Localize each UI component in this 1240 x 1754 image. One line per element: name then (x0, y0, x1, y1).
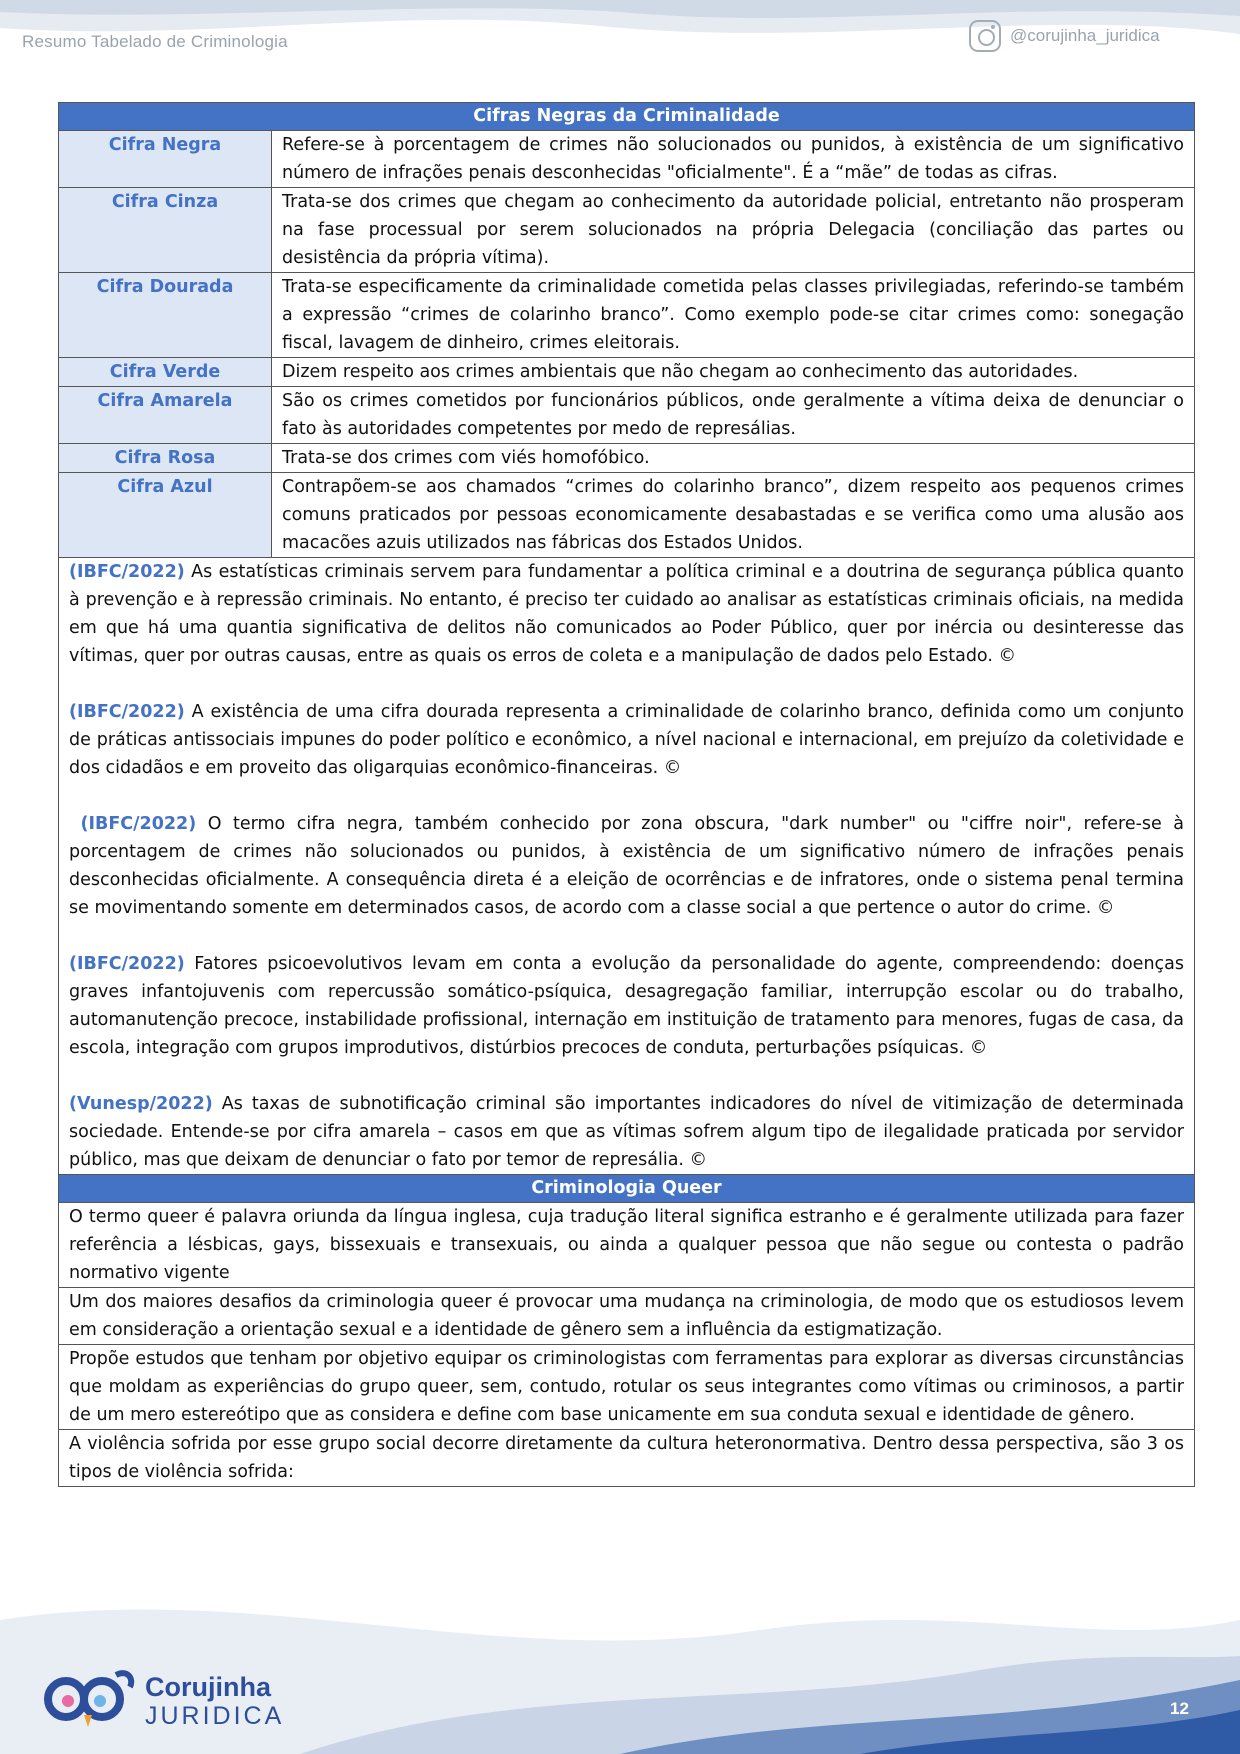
queer-text-cell: Propõe estudos que tenham por objetivo equipar os criminologistas com ferramentas para explorar as diversas circunstâncias que moldam as experiências do grupo queer, sem, contudo, rotular os seus integrantes como vítimas ou criminosos, a partir de um mero estereótipo que as considera e define com base unicamente em sua conduta sexual e identidade de gênero. (59, 1345, 1195, 1430)
definition-cell: Trata-se dos crimes que chegam ao conhecimento da autoridade policial, entretanto não prosperam na fase processual por serem solucionados na própria Delegacia (conciliação das partes ou desistência da própria vítima). (272, 188, 1195, 273)
question-text: As taxas de subnotificação criminal são importantes indicadores do nível de vitimização de determinada sociedade. Entende-se por cifra amarela – casos em que as vítimas sofrem algum tipo de ilegalidade praticada por servidor público, mas que deixam de denunciar o fato por temor de represália. © (69, 1094, 1184, 1170)
queer-text-cell: A violência sofrida por esse grupo social decorre diretamente da cultura heteronormativa. Dentro dessa perspectiva, são 3 os tipos de violência sofrida: (59, 1430, 1195, 1487)
question-text: A existência de uma cifra dourada representa a criminalidade de colarinho branco, definida como um conjunto de práticas antissociais impunes do poder político e econômico, a nível nacional e internacional, em prejuízo da coletividade e dos cidadãos e em proveito das oligarquias econômico-financeiras. © (69, 702, 1184, 778)
logo-text-bottom: JURIDICA (145, 1702, 285, 1730)
table-row (59, 358, 1195, 387)
table-row (59, 387, 1195, 444)
page-number: 12 (1170, 1699, 1189, 1718)
table-row (59, 1345, 1195, 1430)
logo-text-top: Corujinha (145, 1672, 271, 1702)
question-item (69, 558, 1184, 670)
question-item (69, 950, 1184, 1062)
definition-cell: Trata-se dos crimes com viés homofóbico. (272, 444, 1195, 473)
question-text: O termo cifra negra, também conhecido por zona obscura, "dark number" ou "ciffre noir", refere-se à porcentagem de crimes não solucionados ou punidos, à existência de um significativo número de infrações penais desconhecidas oficialmente. A consequência direta é a eleição de ocorrências e de infratores, onde o sistema penal termina se movimentando somente em determinados casos, de acordo com a classe social a que pertence o autor do crime. © (69, 814, 1184, 918)
question-item (69, 810, 1184, 922)
instagram-handle: @corujinha_juridica (1010, 26, 1160, 45)
exam-questions (59, 558, 1195, 1175)
queer-text-cell: Um dos maiores desafios da criminologia queer é provocar uma mudança na criminologia, de modo que os estudiosos levem em consideração a orientação sexual e a identidade de gênero sem a influência da estigmatização. (59, 1288, 1195, 1345)
definition-cell: Dizem respeito aos crimes ambientais que não chegam ao conhecimento das autoridades. (272, 358, 1195, 387)
table-row (59, 188, 1195, 273)
queer-text-cell: O termo queer é palavra oriunda da língua inglesa, cuja tradução literal significa estranho e é geralmente utilizada para fazer referência a lésbicas, gays, bissexuais e transexuais, ou ainda a qualquer pessoa que não segue ou contesta o padrão normativo vigente (59, 1203, 1195, 1288)
table-row (59, 1203, 1195, 1288)
term-cell: Cifra Cinza (59, 188, 272, 273)
section-title-cifras: Cifras Negras da Criminalidade (59, 103, 1195, 131)
question-source: (IBFC/2022) (80, 814, 197, 834)
question-text: As estatísticas criminais servem para fundamentar a política criminal e a doutrina de segurança pública quanto à prevenção e à repressão criminais. No entanto, é preciso ter cuidado ao analisar as estatísticas criminais oficiais, na medida em que há uma quantia significativa de delitos não comunicados ao Poder Público, quer por inércia ou desinteresse das vítimas, quer por outras causas, entre as quais os erros de coleta e a manipulação de dados pelo Estado. © (69, 562, 1184, 666)
term-cell: Cifra Verde (59, 358, 272, 387)
term-cell: Cifra Dourada (59, 273, 272, 358)
term-cell: Cifra Amarela (59, 387, 272, 444)
table-row (59, 1288, 1195, 1345)
term-cell: Cifra Rosa (59, 444, 272, 473)
term-cell: Cifra Azul (59, 473, 272, 558)
question-source: (Vunesp/2022) (69, 1094, 213, 1114)
content-table (58, 102, 1195, 1487)
section-title-queer: Criminologia Queer (59, 1175, 1195, 1203)
table-row (59, 273, 1195, 358)
table-row (59, 131, 1195, 188)
header-title: Resumo Tabelado de Criminologia (22, 32, 288, 51)
question-source: (IBFC/2022) (69, 702, 185, 722)
question-item (69, 1090, 1184, 1174)
table-row (59, 444, 1195, 473)
table-row (59, 1430, 1195, 1487)
table-row (59, 473, 1195, 558)
questions-row (59, 558, 1195, 1175)
definition-cell: Trata-se especificamente da criminalidade cometida pelas classes privilegiadas, referindo-se também a expressão “crimes de colarinho branco”. Como exemplo pode-se citar crimes como: sonegação fiscal, lavagem de dinheiro, crimes eleitorais. (272, 273, 1195, 358)
definition-cell: Refere-se à porcentagem de crimes não solucionados ou punidos, à existência de um significativo número de infrações penais desconhecidas "oficialmente". É a “mãe” de todas as cifras. (272, 131, 1195, 188)
term-cell: Cifra Negra (59, 131, 272, 188)
instagram-icon (969, 20, 1001, 52)
definition-cell: Contrapõem-se aos chamados “crimes do colarinho branco”, dizem respeito aos pequenos crimes comuns praticados por pessoas economicamente desabastadas e se verifica como uma alusão aos macacões azuis utilizados nas fábricas dos Estados Unidos. (272, 473, 1195, 558)
question-source: (IBFC/2022) (69, 562, 185, 582)
question-source: (IBFC/2022) (69, 954, 185, 974)
question-text: Fatores psicoevolutivos levam em conta a evolução da personalidade do agente, compreendendo: doenças graves infantojuvenis com repercussão somático-psíquica, desagregação familiar, interrupção escolar ou do trabalho, automanutenção precoce, instabilidade profissional, internação em instituição de tratamento para menores, fugas de casa, da escola, integração com grupos improdutivos, distúrbios precoces de conduta, perturbações psíquicas. © (69, 954, 1184, 1058)
question-item (69, 698, 1184, 782)
definition-cell: São os crimes cometidos por funcionários públicos, onde geralmente a vítima deixa de denunciar o fato às autoridades competentes por medo de represálias. (272, 387, 1195, 444)
